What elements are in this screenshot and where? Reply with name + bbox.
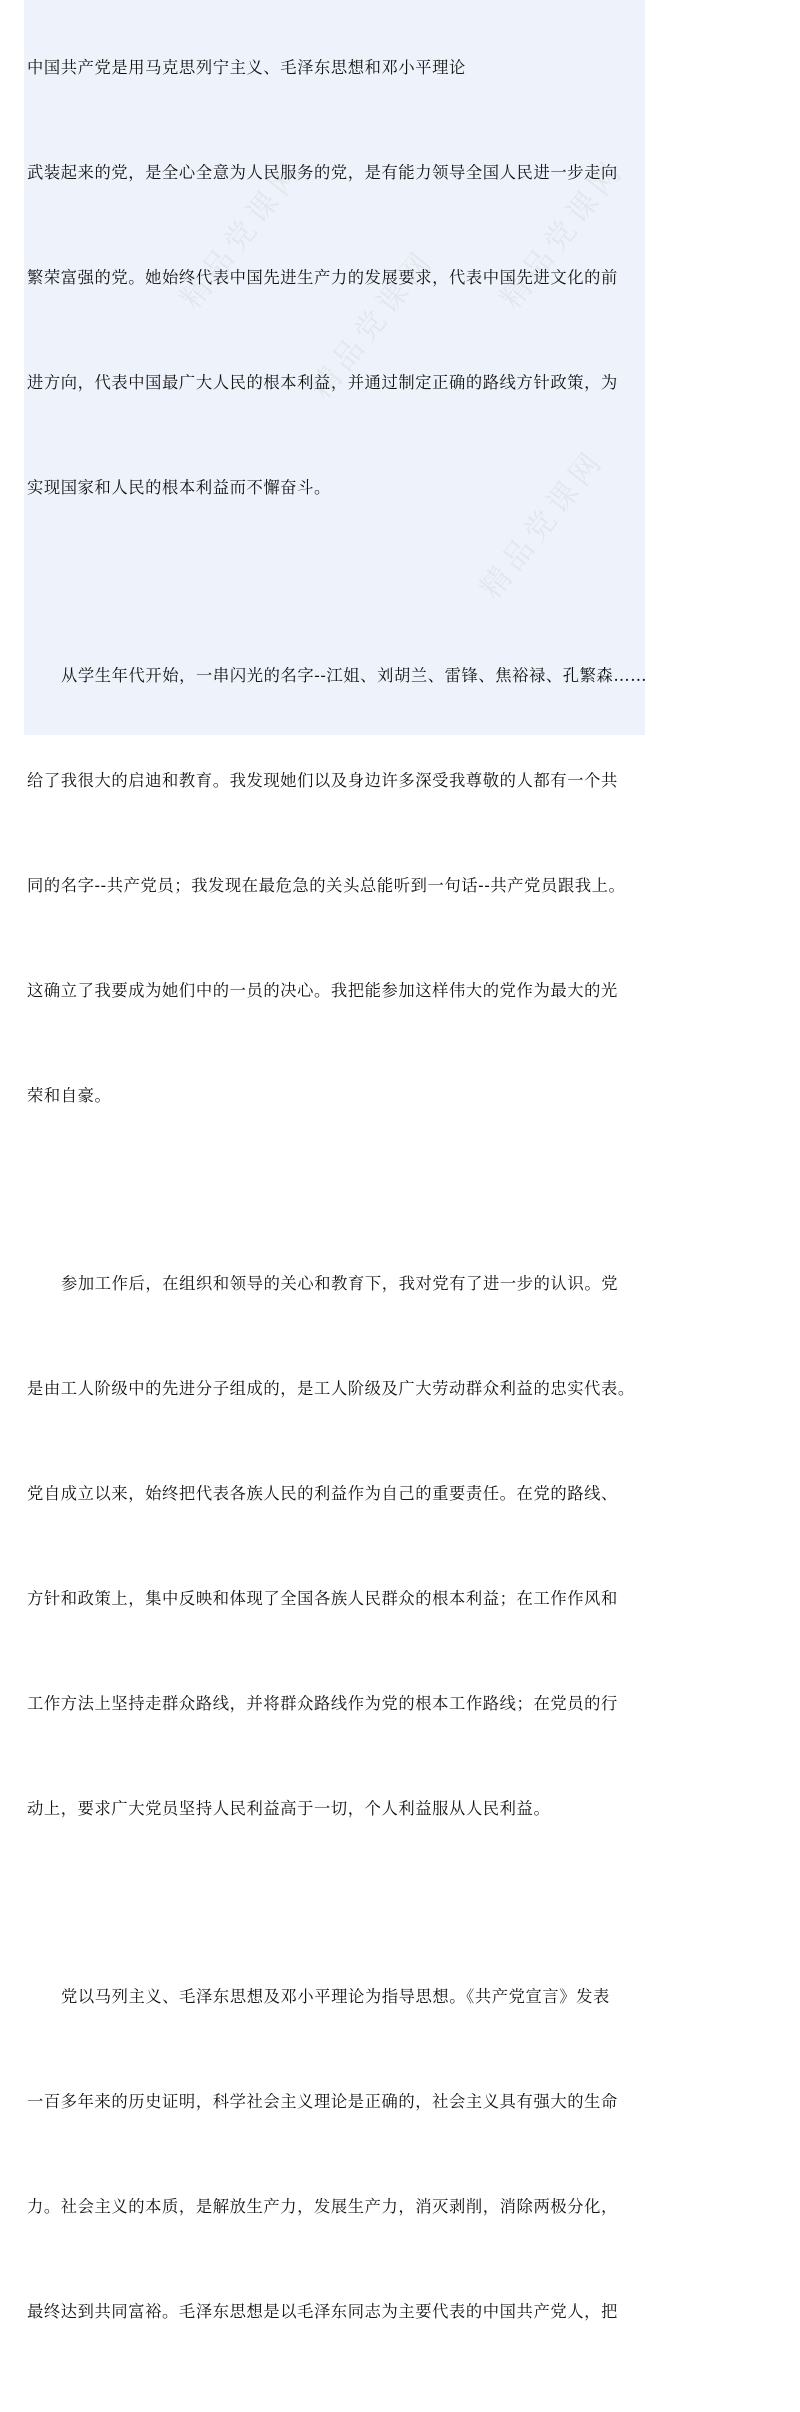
text-line: 工作方法上坚持走群众路线，并将群众路线作为党的根本工作路线；在党员的行 <box>27 1694 618 1713</box>
text-line: 中国共产党是用马克思列宁主义、毛泽东思想和邓小平理论 <box>27 58 466 77</box>
paragraph-4 <box>27 1909 667 2399</box>
text-line: 武装起来的党，是全心全意为人民服务的党，是有能力领导全国人民进一步走向 <box>27 163 618 182</box>
document-body <box>27 0 667 2412</box>
text-line: 同的名字--共产党员；我发现在最危急的关头总能听到一句话--共产党员跟我上。 <box>27 876 626 895</box>
text-line: 党以马列主义、毛泽东思想及邓小平理论为指导思想。《共产党宣言》发表 <box>61 1987 610 2006</box>
paragraph-3 <box>27 1196 667 1896</box>
text-line: 繁荣富强的党。她始终代表中国先进生产力的发展要求，代表中国先进文化的前 <box>27 268 618 287</box>
paragraph-2 <box>27 588 667 1183</box>
text-line: 动上，要求广大党员坚持人民利益高于一切，个人利益服从人民利益。 <box>27 1799 551 1818</box>
text-line: 给了我很大的启迪和教育。我发现她们以及身边许多深受我尊敬的人都有一个共 <box>27 771 618 790</box>
text-line: 力。社会主义的本质，是解放生产力，发展生产力，消灭剥削，消除两极分化， <box>27 2197 618 2216</box>
text-line: 参加工作后，在组织和领导的关心和教育下，我对党有了进一步的认识。党 <box>61 1274 619 1293</box>
text-line: 一百多年来的历史证明，科学社会主义理论是正确的，社会主义具有强大的生命 <box>27 2092 618 2111</box>
text-line: 方针和政策上，集中反映和体现了全国各族人民群众的根本利益；在工作作风和 <box>27 1589 618 1608</box>
text-line: 荣和自豪。 <box>27 1086 112 1105</box>
text-line: 进方向，代表中国最广大人民的根本利益，并通过制定正确的路线方针政策，为 <box>27 373 618 392</box>
paragraph-1 <box>27 0 667 575</box>
text-line: 从学生年代开始，一串闪光的名字--江姐、刘胡兰、雷锋、焦裕禄、孔繁森…… <box>61 666 648 685</box>
text-block <box>24 0 648 2321</box>
text-line: 实现国家和人民的根本利益而不懈奋斗。 <box>27 478 331 497</box>
text-line: 是由工人阶级中的先进分子组成的，是工人阶级及广大劳动群众利益的忠实代表。 <box>27 1379 635 1398</box>
text-line: 这确立了我要成为她们中的一员的决心。我把能参加这样伟大的党作为最大的光 <box>27 981 618 1000</box>
text-line: 最终达到共同富裕。毛泽东思想是以毛泽东同志为主要代表的中国共产党人，把 <box>27 2302 618 2321</box>
text-line: 党自成立以来，始终把代表各族人民的利益作为自己的重要责任。在党的路线、 <box>27 1484 618 1503</box>
